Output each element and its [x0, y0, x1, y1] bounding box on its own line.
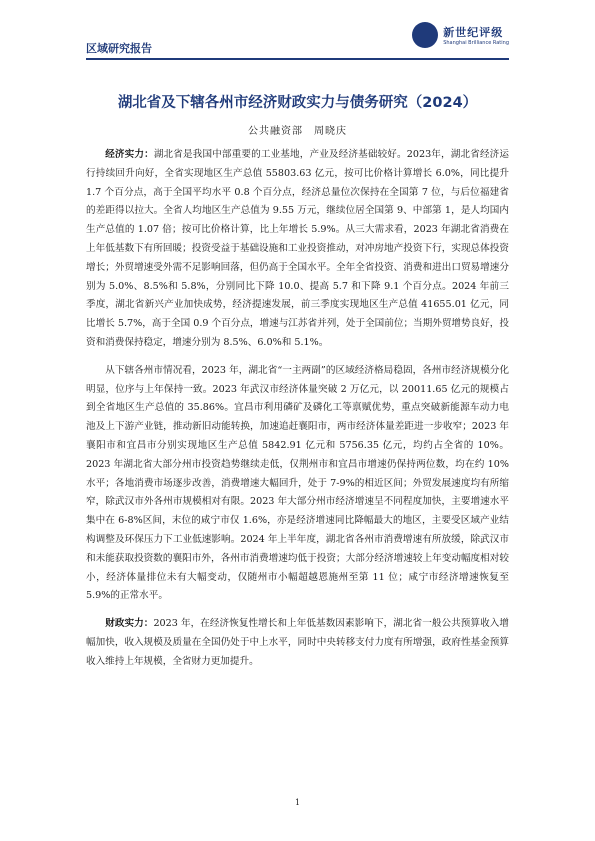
paragraph	[86, 615, 509, 671]
header-divider	[86, 58, 509, 60]
document-authors: 公共融资部 周晓庆	[248, 126, 347, 137]
logo-emblem-icon	[412, 22, 438, 48]
paragraph	[86, 362, 509, 606]
paragraph-text: 2023 年，在经济恢复性增长和上年低基数因素影响下，湖北省一般公共预算收入增幅加快，收入规模及质量在全国仍处于中上水平，同时中央转移支付力度有所增强，政府性基金预算收入维持上年规模，全省财力更加提升。	[86, 618, 509, 667]
page-header	[86, 22, 509, 58]
paragraph-text: 湖北省是我国中部重要的工业基地，产业及经济基础较好。2023年，湖北省经济运行持续回升向好，全省实现地区生产总值 55803.63 亿元，按可比价格计算增长 6.0%，同比提升 1.7 个百分点，高于全国平均水平 0.8 个百分点，经济总量位次保持在全国第 7 位，与后位福建省的差距得以拉大。全省人均地区生产总值为 9.55 万元，继续位居全国第 9、中部第 1，是人均国内生产总值的 1.07 倍；按可比价格计算，比上年增长 5.9%。从三大需求看，2023 年湖北省消费在上年低基数下有所回暖；投资受益于基础设施和工业投资推动，对冲房地产投资下行，实现总体投资增长；外贸增速受外需不足影响回落，但仍高于全国水平。全年全省投资、消费和进出口贸易增速分别为 5.0%、8.5%和 5.8%，分别同比下降 10.0、提高 5.7 和下降 9.1 个百分点。2024 年前三季度，湖北省新兴产业加快成势，经济提速发展，前三季度实现地区生产总值 41655.01 亿元，同比增长 5.7%，高于全国 0.9 个百分点，增速与江苏省并列，处于全国前位；当期外贸增势良好，投资和消费保持稳定，增速分别为 8.5%、6.0%和 5.1%。	[86, 149, 509, 348]
page-number: 1	[294, 798, 301, 807]
logo-name-cn: 新世纪评级	[443, 26, 504, 39]
paragraph	[86, 146, 509, 353]
paragraph-text: 从下辖各州市情况看，2023 年，湖北省“一主两副”的区域经济格局稳固，各州市经济规模分化明显，位序与上年保持一致。2023 年武汉市经济体量突破 2 万亿元，以 20011.65 亿元的规模占到全省地区生产总值的 35.86%。宜昌市利用磷矿及磷化工等禀赋优势，重点突破新能源车动力电池及上下游产业链，推动新旧动能转换，加速追赶襄阳市，两市经济体量差距进一步收窄；2023 年襄阳市和宜昌市分别实现地区生产总值 5842.91 亿元和 5756.35 亿元，均约占全省的 10%。2023 年湖北省大部分州市投资趋势继续走低，仅荆州市和宜昌市增速仍保持两位数，均在约 10%水平；各地消费市场逐步改善，消费增速大幅回升，处于 7-9%的相近区间；外贸发展速度均有所缩窄，除武汉市外各州市规模相对有限。2023 年大部分州市经济增速呈不同程度加快，主要增速水平集中在 6-8%区间，末位的咸宁市仅 1.6%，亦是经济增速同比降幅最大的地区，主要受区域产业结构调整及环保压力下工业低速影响。2024 年上半年度，湖北省各州市消费增速有所放缓，除武汉市和未能获取投资数的襄阳市外，各州市消费增速均低于投资；大部分经济增速较上年变动幅度相对较小，经济体量排位未有大幅变动，仅随州市小幅超越恩施州至第 11 位；咸宁市经济增速恢复至 5.9%的正常水平。	[86, 364, 509, 602]
document-title: 湖北省及下辖各州市经济财政实力与债务研究（2024）	[117, 95, 478, 111]
logo-name-en: Shanghai Brilliance Rating	[443, 40, 509, 46]
paragraph-lead: 财政实力：	[105, 618, 154, 630]
document-body	[86, 146, 509, 681]
company-logo	[412, 22, 509, 48]
report-type-label: 区域研究报告	[86, 42, 152, 55]
paragraph-lead: 经济实力：	[105, 149, 154, 160]
